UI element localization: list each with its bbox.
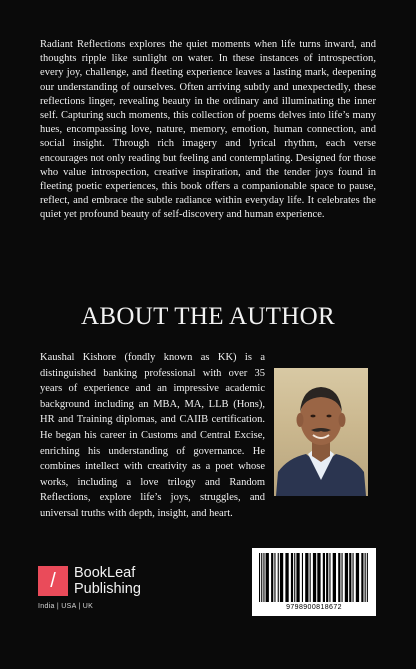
publisher-logo-mark xyxy=(38,566,68,596)
publisher-name-line2: Publishing xyxy=(74,581,141,597)
barcode-bar xyxy=(278,553,279,602)
barcode-bar xyxy=(294,553,295,602)
barcode-bar xyxy=(365,553,366,602)
book-description: Radiant Reflections explores the quiet moments when life turns inward, and thoughts ripple like sunlight on water. In these instances of introspection, every joy, challenge, and fleeting experience leaves a lasting mark, deepening our understanding of ourselves. Often arriving subtly and unexpectedly, these reflections linger, revealing beauty in the ordinary and illuminating the inner self. Capturing such moments, this collection of poems delves into life’s many hues, encompassing love, nature, memory, emotion, human connection, and social insight. Through rich imagery and lyrical rhythm, each verse encourages not only reading but feeling and contemplating. Designed for those who value introspection, creative inspiration, and the tender joys found in fleeting poetic experiences, this book offers a companionable space to pause, reflect, and embrace the subtle radiance within everyday life. It celebrates the quiet yet profound beauty of self-discovery and human experience. xyxy=(40,39,376,221)
barcode-bar xyxy=(261,553,262,602)
barcode-bar xyxy=(305,553,308,602)
barcode-bar xyxy=(317,553,320,602)
barcode-bar xyxy=(263,553,264,602)
barcode-bar xyxy=(342,553,343,602)
barcode-bar xyxy=(271,553,273,602)
barcode-bar xyxy=(302,553,303,602)
barcode-bar xyxy=(333,553,336,602)
barcode-bar xyxy=(291,553,293,602)
publisher-logo xyxy=(38,563,168,613)
barcode-bar xyxy=(259,553,260,602)
about-author-heading: ABOUT THE AUTHOR xyxy=(81,303,335,330)
barcode-bar xyxy=(313,553,316,602)
barcode-bar xyxy=(310,553,311,602)
barcode-bar xyxy=(345,553,348,602)
barcode-bar xyxy=(266,553,269,602)
barcode-bar xyxy=(285,553,288,602)
author-bio: Kaushal Kishore (fondly known as KK) is a distinguished banking professional with over 35 years of experience and an impressive academic background including an MBA, MA, LLB (Hons), HR and Training diplomas, and CAIIB certification. He began his career in Customs and Central Excise, enriching his understanding of governance. He combines intellect with creativity as a poet whose works, including a love trilogy and Random Reflections, explore life’s joys, struggles, and universal truths with depth, insight, and heart. xyxy=(40,352,265,519)
publisher-tagline: India | USA | UK xyxy=(38,603,94,610)
publisher-mark-glyph: / xyxy=(50,570,56,592)
barcode-bar xyxy=(329,553,330,602)
publisher-name-line1: BookLeaf xyxy=(74,565,136,581)
barcode-bar xyxy=(349,553,351,602)
barcode-bar xyxy=(296,553,299,602)
barcode-bar xyxy=(353,553,354,602)
barcode-bar xyxy=(367,553,368,602)
barcode-bar xyxy=(361,553,363,602)
barcode-bar xyxy=(338,553,340,602)
barcode-bar xyxy=(356,553,359,602)
isbn-barcode xyxy=(252,548,376,616)
barcode-bar xyxy=(280,553,283,602)
isbn-number: 9798900818672 xyxy=(286,604,342,611)
barcode-bar xyxy=(323,553,325,602)
author-photo xyxy=(274,368,368,496)
barcode-bar xyxy=(274,553,275,602)
barcode-bar xyxy=(326,553,328,602)
publisher-name xyxy=(74,565,141,597)
